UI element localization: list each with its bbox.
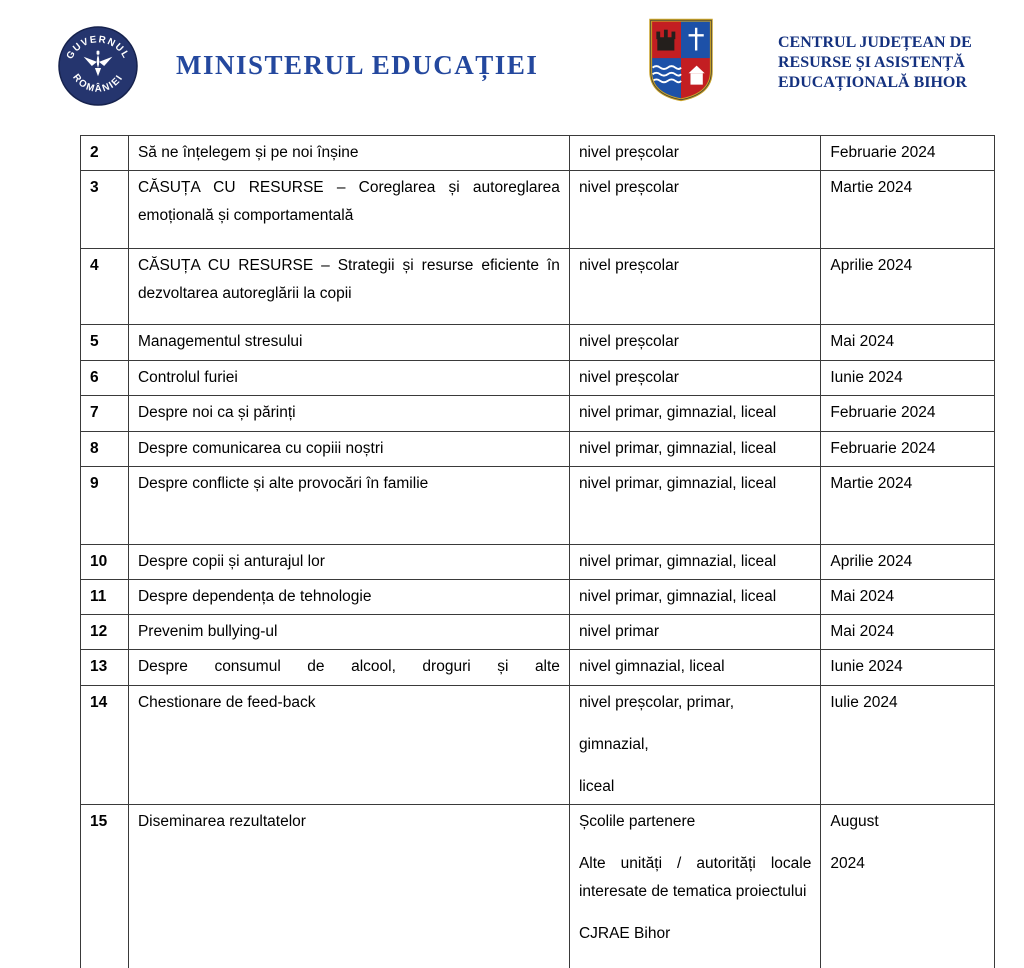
activity-cell	[129, 545, 570, 579]
activity-cell	[129, 805, 570, 968]
activity-cell	[129, 361, 570, 395]
activity-text: Controlul furiei	[137, 369, 238, 386]
level-cell	[570, 545, 821, 579]
table-row	[81, 432, 994, 467]
level-line: liceal	[578, 778, 615, 795]
level-line: nivel preșcolar, primar,	[578, 694, 734, 711]
level-line: nivel preșcolar	[578, 369, 679, 386]
table-row	[81, 396, 994, 432]
level-cell	[570, 686, 821, 804]
activity-cell	[129, 432, 570, 466]
level-line: nivel primar, gimnazial, liceal	[578, 440, 777, 457]
date-cell	[821, 805, 994, 968]
level-cell	[570, 396, 821, 431]
row-number-cell: 7	[81, 396, 129, 431]
romanian-government-seal	[58, 26, 138, 106]
level-cell	[570, 615, 821, 649]
table-row	[81, 361, 994, 396]
level-cell	[570, 580, 821, 614]
activity-text: Despre conflicte și alte provocări în familie	[137, 475, 429, 492]
row-number-cell: 12	[81, 615, 129, 649]
date-cell	[821, 396, 994, 431]
date-line: Februarie 2024	[830, 144, 936, 161]
center-name-line-2: RESURSE ȘI ASISTENȚĂ	[778, 54, 965, 71]
row-number-cell: 3	[81, 171, 129, 248]
activity-cell	[129, 580, 570, 614]
date-line: Februarie 2024	[830, 440, 936, 457]
activity-cell	[129, 136, 570, 170]
government-seal-graphic	[58, 26, 138, 106]
activity-cell	[129, 396, 570, 431]
date-cell	[821, 467, 994, 544]
date-cell	[821, 580, 994, 614]
date-cell	[821, 171, 994, 248]
activity-text: Să ne înțelegem și pe noi înșine	[137, 144, 359, 161]
date-cell	[821, 650, 994, 685]
date-cell	[821, 361, 994, 395]
level-line: nivel primar, gimnazial, liceal	[578, 588, 777, 605]
activity-text: Despre copii și anturajul lor	[137, 553, 325, 570]
bihor-coat-of-arms	[645, 14, 717, 106]
date-cell	[821, 249, 994, 324]
level-cell	[570, 432, 821, 466]
date-line: Iunie 2024	[830, 658, 903, 675]
activity-text: Diseminarea rezultatelor	[137, 813, 306, 830]
table-row	[81, 467, 994, 545]
table-row	[81, 136, 994, 171]
activity-cell	[129, 686, 570, 804]
activity-cell	[129, 650, 570, 685]
activity-cell	[129, 249, 570, 324]
row-number-cell: 8	[81, 432, 129, 466]
date-cell	[821, 432, 994, 466]
row-number-cell: 6	[81, 361, 129, 395]
activity-text: Prevenim bullying-ul	[137, 623, 278, 640]
level-line: CJRAE Bihor	[578, 925, 671, 942]
ministry-title: MINISTERUL EDUCAȚIEI	[176, 50, 539, 80]
table-row	[81, 325, 994, 361]
level-cell	[570, 650, 821, 685]
seal-top-text: GUVERNUL	[64, 34, 132, 62]
center-name	[778, 33, 972, 93]
activity-text: Despre noi ca și părinți	[137, 404, 296, 421]
activity-cell	[129, 467, 570, 544]
level-line: nivel gimnazial, liceal	[578, 658, 725, 675]
level-cell	[570, 136, 821, 170]
activity-text: CĂSUȚA CU RESURSE – Strategii și resurse eficiente în dezvoltarea autoreglării la copii	[137, 257, 560, 302]
date-line: Iunie 2024	[830, 369, 903, 386]
level-line: nivel primar, gimnazial, liceal	[578, 475, 777, 492]
activity-cell	[129, 325, 570, 360]
row-number-cell: 9	[81, 467, 129, 544]
table-row	[81, 650, 994, 686]
date-line: Martie 2024	[830, 475, 913, 492]
level-line: nivel preșcolar	[578, 179, 679, 196]
date-cell	[821, 615, 994, 649]
row-number-cell: 11	[81, 580, 129, 614]
table-row	[81, 805, 994, 968]
level-line: nivel primar	[578, 623, 660, 640]
activity-text: Managementul stresului	[137, 333, 303, 350]
document-header	[0, 0, 1024, 135]
activity-text: Despre comunicarea cu copiii noștri	[137, 440, 384, 457]
level-line: Alte unități / autorități locale interesate de tematica proiectului	[578, 855, 812, 900]
activity-text: Despre consumul de alcool, droguri și alte	[137, 658, 560, 675]
fortress-charge	[656, 30, 675, 51]
level-cell	[570, 805, 821, 968]
center-name-line-1: CENTRUL JUDEȚEAN DE	[778, 34, 972, 51]
date-line: Mai 2024	[830, 588, 895, 605]
bihor-arms-graphic	[645, 14, 717, 106]
level-cell	[570, 249, 821, 324]
table-row	[81, 171, 994, 249]
level-line: nivel preșcolar	[578, 257, 679, 274]
date-line: Martie 2024	[830, 179, 913, 196]
table-row	[81, 545, 994, 580]
row-number-cell: 13	[81, 650, 129, 685]
level-line: nivel preșcolar	[578, 144, 679, 161]
date-cell	[821, 686, 994, 804]
seal-bottom-text: ROMÂNIEI	[70, 72, 126, 95]
date-cell	[821, 545, 994, 579]
date-line: Aprilie 2024	[830, 257, 913, 274]
date-line: August	[830, 813, 879, 830]
date-cell	[821, 325, 994, 360]
date-cell	[821, 136, 994, 170]
level-cell	[570, 467, 821, 544]
table-row	[81, 249, 994, 325]
row-number-cell: 4	[81, 249, 129, 324]
center-name-line-3: EDUCAȚIONALĂ BIHOR	[778, 74, 967, 91]
activity-cell	[129, 171, 570, 248]
level-line: nivel primar, gimnazial, liceal	[578, 404, 777, 421]
date-line: Mai 2024	[830, 333, 895, 350]
level-line: nivel preșcolar	[578, 333, 679, 350]
level-cell	[570, 171, 821, 248]
row-number-cell: 10	[81, 545, 129, 579]
table-row	[81, 615, 994, 650]
row-number-cell: 5	[81, 325, 129, 360]
activity-text: Despre dependența de tehnologie	[137, 588, 372, 605]
activity-text: CĂSUȚA CU RESURSE – Coreglarea și autoreglarea emoțională și comportamentală	[137, 179, 560, 224]
level-line: nivel primar, gimnazial, liceal	[578, 553, 777, 570]
date-line: Aprilie 2024	[830, 553, 913, 570]
row-number-cell: 2	[81, 136, 129, 170]
level-cell	[570, 361, 821, 395]
activity-text: Chestionare de feed-back	[137, 694, 316, 711]
level-line: gimnazial,	[578, 736, 649, 753]
date-line: Iulie 2024	[830, 694, 898, 711]
activities-table	[80, 135, 995, 968]
row-number-cell: 15	[81, 805, 129, 968]
date-line: Februarie 2024	[830, 404, 936, 421]
activity-cell	[129, 615, 570, 649]
level-line: Școlile partenere	[578, 813, 696, 830]
table-row	[81, 580, 994, 615]
level-cell	[570, 325, 821, 360]
table-row	[81, 686, 994, 805]
date-line: Mai 2024	[830, 623, 895, 640]
date-line: 2024	[830, 855, 865, 872]
row-number-cell: 14	[81, 686, 129, 804]
